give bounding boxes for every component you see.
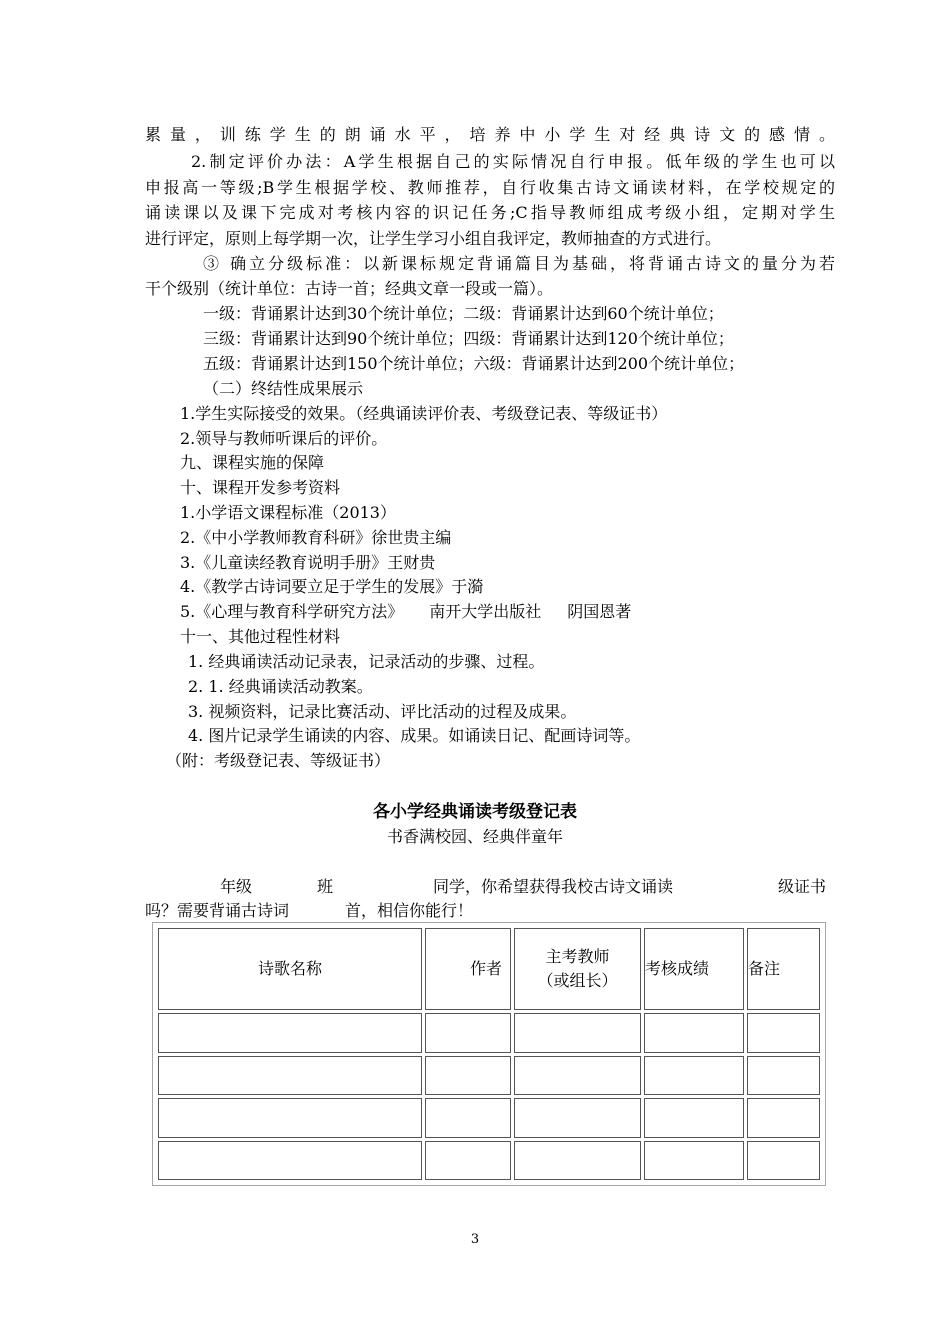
table-cell xyxy=(514,1098,641,1138)
appendix-note: （附：考级登记表、等级证书） xyxy=(166,751,391,770)
header-remark: 备注 xyxy=(747,928,820,1010)
table-cell xyxy=(158,1098,422,1138)
table-cell xyxy=(747,1098,820,1138)
table-cell xyxy=(747,1056,820,1096)
header-author: 作者 xyxy=(425,928,511,1010)
cert-label: 级证书 xyxy=(778,877,827,896)
class-label: 班 xyxy=(317,877,334,896)
table-cell xyxy=(514,1013,641,1053)
poem-count-label: 吗？需要背诵古诗词 xyxy=(145,901,290,920)
registration-table xyxy=(155,925,823,1183)
table-row xyxy=(158,1141,820,1181)
paragraph-line: ③ 确立分级标准：以新课标规定背诵篇目为基础，将背诵古诗文的量分为若 xyxy=(203,254,835,273)
table-cell xyxy=(514,1056,641,1096)
list-item: 2. 1. 经典诵读活动教案。 xyxy=(188,677,373,696)
table-row xyxy=(158,1098,820,1138)
level-line: 三级：背诵累计达到90个统计单位；四级：背诵累计达到120个统计单位； xyxy=(203,329,734,348)
table-cell xyxy=(158,1141,422,1181)
reference-item: 1.小学语文课程标准（2013） xyxy=(180,503,396,522)
table-cell xyxy=(644,1141,744,1181)
table-cell xyxy=(644,1013,744,1053)
reference-item xyxy=(180,600,631,624)
list-item: 3. 视频资料，记录比赛活动、评比活动的过程及成果。 xyxy=(188,702,577,721)
paragraph-line: 申报高一等级;B学生根据学校、教师推荐，自行收集古诗文诵读材料，在学校规定的 xyxy=(145,178,835,197)
reference-author: 阴国恩著 xyxy=(567,602,632,621)
table-cell xyxy=(158,1056,422,1096)
header-examiner xyxy=(514,928,641,1010)
registration-table-frame xyxy=(152,922,826,1186)
table-cell xyxy=(425,1141,511,1181)
form-title: 各小学经典诵读考级登记表 xyxy=(373,802,577,822)
paragraph-line: 2.制定评价办法：A学生根据自己的实际情况自行申报。低年级的学生也可以 xyxy=(191,152,835,171)
table-cell xyxy=(425,1056,511,1096)
table-cell xyxy=(514,1141,641,1181)
student-prompt: 同学，你希望获得我校古诗文诵读 xyxy=(433,877,674,896)
table-cell xyxy=(747,1013,820,1053)
level-line: 五级：背诵累计达到150个统计单位；六级：背诵累计达到200个统计单位； xyxy=(203,354,745,373)
header-score: 考核成绩 xyxy=(644,928,744,1010)
table-cell xyxy=(747,1141,820,1181)
reference-title: 5.《心理与教育科学研究方法》 xyxy=(180,602,404,621)
reference-publisher: 南开大学出版社 xyxy=(429,602,542,621)
paragraph-line: 诵读课以及课下完成对考核内容的识记任务;C指导教师组成考级小组，定期对学生 xyxy=(145,203,835,222)
section-heading: 九、课程实施的保障 xyxy=(180,453,325,472)
poem-count-prompt xyxy=(145,899,473,923)
table-row xyxy=(158,1013,820,1053)
header-examiner-line2: （或组长） xyxy=(537,971,618,990)
table-cell xyxy=(644,1098,744,1138)
table-cell xyxy=(425,1098,511,1138)
section-heading: 十一、其他过程性材料 xyxy=(180,627,341,646)
list-item: 1.学生实际接受的效果。（经典诵读评价表、考级登记表、等级证书） xyxy=(180,404,668,423)
list-item: 4. 图片记录学生诵读的内容、成果。如诵读日记、配画诗词等。 xyxy=(188,726,641,745)
paragraph-line: 干个级别（统计单位：古诗一首；经典文章一段或一篇）。 xyxy=(145,279,554,298)
encouragement-text: 首，相信你能行！ xyxy=(345,901,474,920)
level-line: 一级：背诵累计达到30个统计单位；二级：背诵累计达到60个统计单位； xyxy=(203,304,724,323)
section-heading: （二）终结性成果展示 xyxy=(203,379,364,398)
table-cell xyxy=(644,1056,744,1096)
table-cell xyxy=(158,1013,422,1053)
table-header-row xyxy=(158,928,820,1010)
reference-item: 2.《中小学教师教育科研》徐世贵主编 xyxy=(180,528,452,547)
header-poem-name: 诗歌名称 xyxy=(158,928,422,1010)
page-number: 3 xyxy=(470,1232,480,1247)
reference-item: 4.《教学古诗词要立足于学生的发展》于漪 xyxy=(180,577,484,596)
header-examiner-line1: 主考教师 xyxy=(545,947,610,966)
table-cell xyxy=(425,1013,511,1053)
list-item: 1. 经典诵读活动记录表，记录活动的步骤、过程。 xyxy=(188,652,545,671)
table-row xyxy=(158,1056,820,1096)
form-subtitle: 书香满校园、经典伴童年 xyxy=(386,827,563,846)
paragraph-line: 累量，训练学生的朗诵水平，培养中小学生对经典诗文的感情。 xyxy=(145,125,835,144)
paragraph-line: 进行评定，原则上每学期一次，让学生学习小组自我评定，教师抽查的方式进行。 xyxy=(145,229,722,248)
list-item: 2.领导与教师听课后的评价。 xyxy=(180,429,388,448)
grade-label: 年级 xyxy=(220,877,253,896)
section-heading: 十、课程开发参考资料 xyxy=(180,478,341,497)
reference-item: 3.《儿童读经教育说明手册》王财贵 xyxy=(180,553,436,572)
